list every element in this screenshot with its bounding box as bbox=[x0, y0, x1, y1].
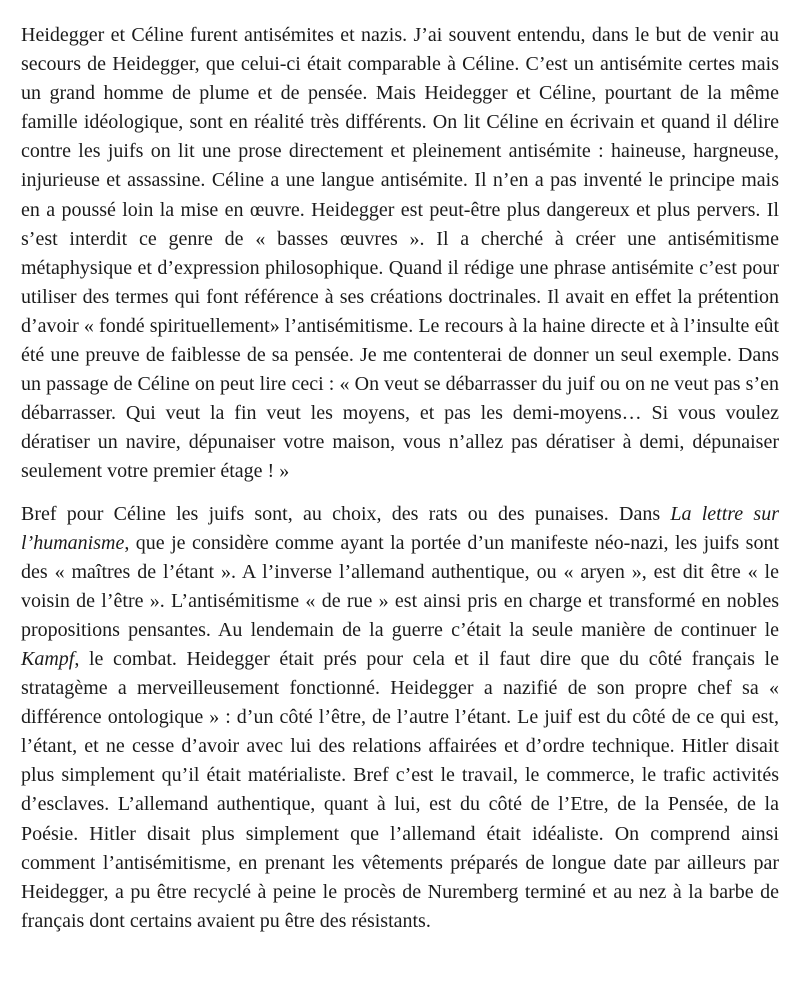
text-run: Bref pour Céline les juifs sont, au choix, des rats ou des punaises. Dans bbox=[21, 502, 671, 525]
italic-text-run: La lettre sur l’humanisme bbox=[21, 502, 779, 554]
paragraph-lettre-humanisme bbox=[21, 500, 779, 936]
text-run: Heidegger et Céline furent antisémites et nazis. J’ai souvent entendu, dans le but de venir au secours de Heidegger, que celui-ci était comparable à Céline. C’est un antisémite certes mais un grand homme de plume et de pensée. Mais Heidegger et Céline, pourtant de la même famille idéologique, sont en réalité très différents. On lit Céline en écrivain et quand il délire contre les juifs on lit une prose directement et pleinement antisémite : haineuse, hargneuse, injurieuse et assassine. Céline a une langue antisémite. Il n’en a pas inventé le principe mais en a poussé loin la mise en œuvre. Heidegger est peut-être plus dangereux et plus pervers. Il s’est interdit ce genre de « basses œuvres ». Il a cherché à créer une antisémitisme métaphysique et d’expression philosophique. Quand il rédige une phrase antisémite c’est pour utiliser des termes qui font référence à ses créations doctrinales. Il avait en effet la prétention d’avoir « fondé spirituellement» l’antisémitisme. Le recours à la haine directe et à l’insulte eût été une preuve de faiblesse de sa pensée. Je me contenterai de donner un seul exemple. Dans un passage de Céline on peut lire ceci : « On veut se débarrasser du juif ou on ne veut pas s’en débarrasser. Qui veut la fin veut les moyens, et pas les demi-moyens… Si vous voulez dératiser un navire, dépunaiser votre maison, vous n’allez pas dératiser à demi, dépunaiser seulement votre premier étage ! » bbox=[21, 24, 779, 483]
text-run: , le combat. Heidegger était prés pour cela et il faut dire que du côté français le stratagème a merveilleusement fonctionné. Heidegger a nazifié de son propre chef sa « différence ontologique » : d’un côté l’être, de l’autre l’étant. Le juif est du côté de ce qui est, l’étant, et ne cesse d’avoir avec lui des relations affairées et d’ordre technique. Hitler disait plus simplement qu’il était matérialiste. Bref c’est le travail, le commerce, le trafic activités d’esclaves. L’allemand authentique, quant à lui, est du côté de l’Etre, de la Pensée, de la Poésie. Hitler disait plus simplement que l’allemand était idéaliste. On comprend ainsi comment l’antisémitisme, en prenant les vêtements préparés de longue date par ailleurs par Heidegger, a pu être recyclé à peine le procès de Nuremberg terminé et au nez à la barbe de français dont certains avaient pu être des résistants. bbox=[21, 647, 779, 932]
text-run: , que je considère comme ayant la portée d’un manifeste néo-nazi, les juifs sont des « maîtres de l’étant ». A l’inverse l’allemand authentique, ou « aryen », est dit être « le voisin de l’être ». L’antisémitisme « de rue » est ainsi pris en charge et transformé en nobles propositions pensantes. Au lendemain de la guerre c’était la seule manière de continuer le bbox=[21, 531, 779, 641]
italic-text-run: Kampf bbox=[21, 647, 75, 670]
paragraph-heidegger-celine bbox=[21, 21, 779, 487]
